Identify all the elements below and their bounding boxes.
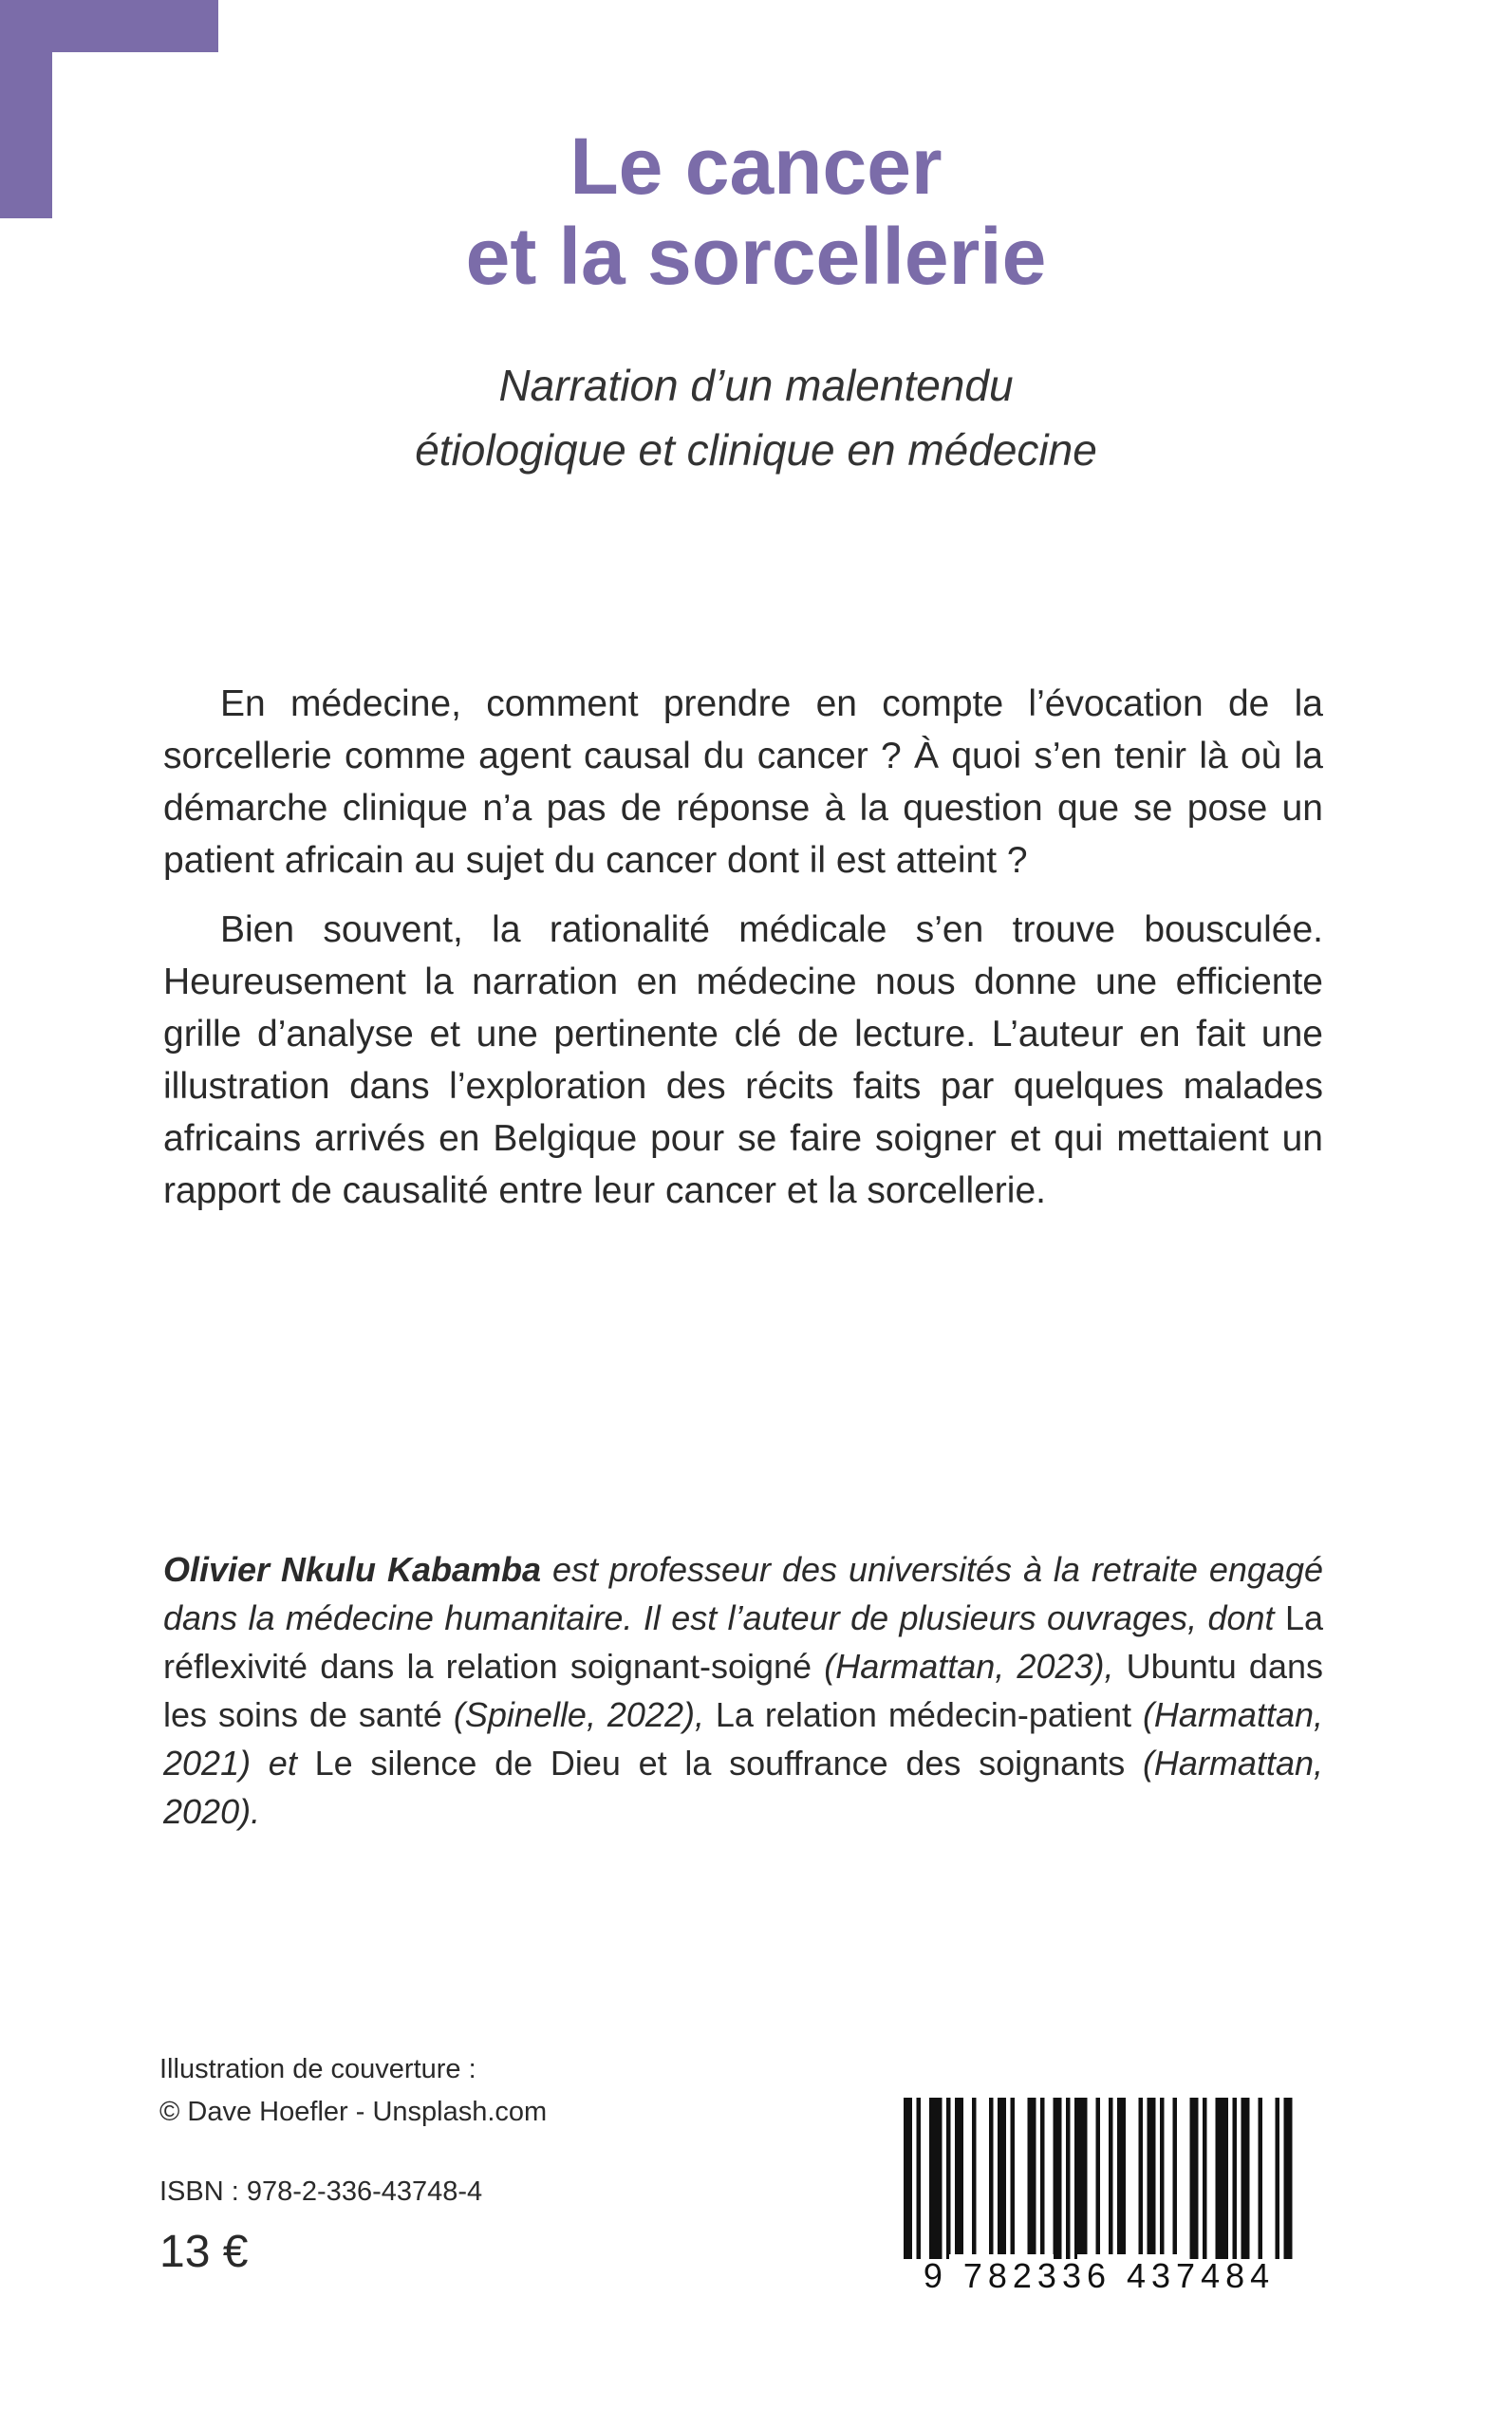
barcode [892,2098,1306,2292]
barcode-bar [1074,2098,1088,2259]
barcode-bar [1117,2098,1126,2259]
barcode-bar [1190,2098,1199,2259]
blurb-paragraph-2: Bien souvent, la rationalité médicale s’en trouve bousculée. Heureusement la narration en médecine nous donne une efficiente grille d’analyse et une pertinente clé de lecture. L’auteur en fait une illustration dans l’exploration des récits faits par quelques malades africains arrivés en Belgique pour se faire soigner et qui mettaient un rapport de causalité entre leur cancer et la sorcellerie. [163,909,1323,1211]
book-subtitle [0,353,1512,482]
barcode-bar [1054,2098,1062,2259]
barcode-bar [1011,2098,1016,2259]
barcode-bars [904,2098,1293,2259]
barcode-bar [1233,2098,1238,2259]
book-1-publisher: (Harmattan, 2023), [812,1647,1127,1686]
barcode-bar [1160,2098,1165,2259]
barcode-bar [972,2098,977,2259]
barcode-bar [904,2098,912,2259]
back-cover-blurb [163,678,1323,1234]
barcode-bar [1284,2098,1293,2259]
book-4-title: Le silence de Dieu et la souffrance des soignants [314,1744,1126,1783]
barcode-bar [946,2098,951,2259]
illustration-source: © Dave Hoefler - Unsplash.com [159,2097,548,2127]
subtitle-line-2: étiologique et clinique en médecine [415,425,1097,475]
subtitle-line-1: Narration d’un malentendu [498,361,1014,410]
barcode-bar [1276,2098,1280,2259]
isbn: ISBN : 978-2-336-43748-4 [159,2176,483,2207]
blurb-paragraph-1: En médecine, comment prendre en compte l’évocation de la sorcellerie comme agent causal du cancer ? À quoi s’en tenir là où la démarche clinique n’a pas de réponse à la question que se pose un patient africain au sujet du cancer dont il est atteint ? [163,683,1323,881]
author-bio [163,1545,1323,1836]
cover-credit [159,2048,547,2134]
barcode-bar [1148,2098,1156,2259]
title-line-1: Le cancer [569,121,943,211]
book-4-publisher: (Harmattan, 2020). [163,1744,1324,1831]
barcode-bar [1066,2098,1071,2259]
barcode-bar [989,2098,994,2259]
barcode-bar [917,2098,922,2259]
barcode-bar [955,2098,963,2259]
book-3-publisher: (Harmattan, 2021) et [163,1695,1323,1783]
book-3-title: La relation médecin-patient [715,1695,1132,1734]
book-2-title: Ubuntu dans les soins de santé [163,1647,1323,1734]
barcode-bar [929,2098,943,2259]
barcode-bar [1028,2098,1036,2259]
barcode-bar [1040,2098,1045,2259]
barcode-bar [1259,2098,1263,2259]
barcode-bar [1139,2098,1144,2259]
barcode-bar [1109,2098,1113,2259]
price: 13 € [159,2227,249,2277]
barcode-digits: 9 782336 437484 [923,2256,1276,2292]
author-name: Olivier Nkulu Kabamba [163,1550,542,1589]
book-2-publisher: (Spinelle, 2022), [441,1695,716,1734]
barcode-bar [1096,2098,1101,2259]
barcode-bar [1203,2098,1207,2259]
barcode-bar [998,2098,1006,2259]
title-line-2: et la sorcellerie [465,212,1047,301]
illustration-label: Illustration de couverture : [159,2054,476,2084]
bio-intro: est professeur des universités à la retraite engagé dans la médecine humanitaire. Il est l’auteur de plusieurs ouvrages, dont [163,1550,1324,1637]
book-title [0,121,1512,302]
barcode-bar [1216,2098,1229,2259]
barcode-bar [1241,2098,1250,2259]
barcode-bar [1173,2098,1178,2259]
book-1-title: La réflexivité dans la relation soignant-soigné [163,1598,1323,1686]
